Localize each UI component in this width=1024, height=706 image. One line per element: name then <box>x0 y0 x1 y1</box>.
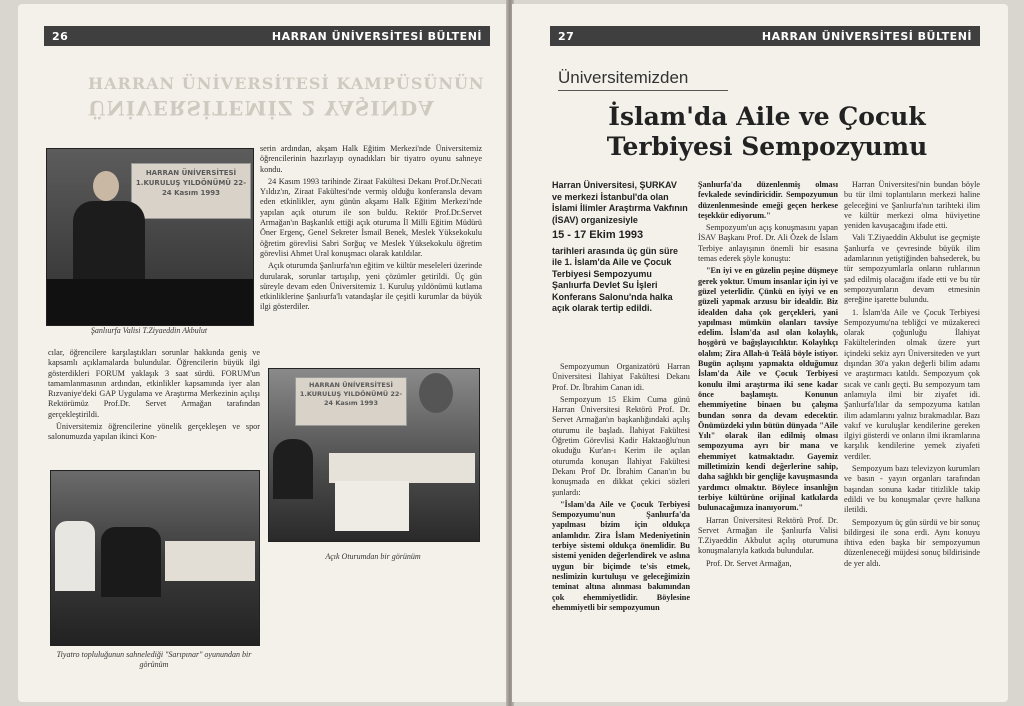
left-header-bar <box>44 26 490 46</box>
lead-text-2: tarihleri arasında üç gün süre ile 1. İslam'da Aile ve Çocuk Terbiyesi Sempozyumu Şanlıurfa Devlet Su İşleri Konferans Salonu'nda halka açık olarak tertip edildi. <box>552 245 679 313</box>
col2-quote: "En iyi ve en güzelin peşine düşmeye gerek yoktur. Umum insanlar için iyi ve güzel yeterlidir. Çünkü en iyiyi ve en güzeli yapmak arzusu bir idealdir. Biz idealden daha çok gerçekleri, yani yapılması mümkün olanları tavsiye edelim. İslam'da asıl olan kolaylık, hoşgörü ve bağışlayıcılıktır. Kolaylıkçı olalım; Zira Allah-ü Teâlâ böyle istiyor. Bugün açılışını yapmakta olduğumuz İslam'da Aile ve Çocuk Terbiyesi konulu ilmi araştırma iki sene kadar önce başlamıştı. Konunun ehemmiyetine binaen bu çalışma bundan sonra da devam edecektir. Önümüzdeki yılın bütün dünyada "Aile Yılı" olarak ilan edilmiş olması sempozyuma ayrı bir mana ve ehemmiyet katmaktadır. Gayemiz milletimizin kendi değerlerine sahip, daha sağlıklı bir gençliğe kavuşmasında yardımcı olmaktır. Böylece insanlığın terbiye kültürüne orijinal katkılarda bulunacağımıza inanıyorum." <box>698 266 838 513</box>
photo-governor <box>46 148 254 326</box>
left-col-para-3: Açık oturumda Şanlıurfa'nın eğitim ve kültür meseleleri üzerinde durularak, sorunlar tartışılıp, yeni çözümler getirildi. Üç gün süreyle devam eden Üniversitemiz 1. Kuruluş yıldönümü kutlama etkinliklerine Şanlıurfa'lı vatandaşlar ile çeşitli kurumlar da büyük ilgi gösterdiler. <box>260 261 482 312</box>
col1-para-1: Sempozyumun Organizatörü Harran Üniversitesi İlahiyat Fakültesi Dekanı Prof. Dr. İbrahim Canan idi. <box>552 362 690 392</box>
wreath <box>419 373 453 413</box>
col3-para-1: Harran Üniversitesi'nin bundan böyle bu tür ilmi toplantıların merkezi haline geleceğini ve Şanlıurfa'nın tarihteki ilim ve kültür merkezi olma hüviyetine yeniden kavuşacağını ifade etti. <box>844 180 980 231</box>
left-col-para-2: 24 Kasım 1993 tarihinde Ziraat Fakültesi Dekanı Prof.Dr.Necati Yıldız'ın, Ziraat Fakültesi'nde vermiş olduğu konferansla devam eden etkinlikler, aynı günün akşamı Halk Eğitim Merkezi'nde yapılan açık oturum ile son buldu. Rektör Prof.Dr.Servet Armağan'ın Başkanlık ettiği açık oturuma İl Milli Eğitim Müdürü Öner Ergenç, Genel Sekreter İsmail Benek, Meslek Yüksekokulu öğretim görevlisi Sabri Sorğuç ve Meslek Yüksekokulu öğretim görevlisi Ahmet Ural konuşmacı olarak katıldılar. <box>260 176 482 258</box>
podium <box>47 279 253 325</box>
left-col0-para-2: Üniversitemiz öğrencilerine yönelik gerçekleşen ve spor salonumuzda yapılan ikinci Kon- <box>48 422 260 442</box>
photo-banner: HARRAN ÜNİVERSİTESİ 1.KURULUŞ YILDÖNÜMÜ 22-24 Kasım 1993 <box>131 163 251 219</box>
ghost-title-1: HARRAN ÜNİVERSİTESİ KAMPÜSÜNÜN <box>88 74 485 93</box>
right-col-3 <box>844 180 980 684</box>
theater-sign <box>165 541 255 581</box>
right-header-bar <box>550 26 980 46</box>
left-col-lower <box>48 348 260 462</box>
panel-person <box>273 439 313 499</box>
col3-para-2: Vali T.Ziyaeddin Akbulut ise geçmişte Şanlıurfa ve çevresinde büyük ilim adamlarının yetiştiğinden bahsederek, bu tür sempozyumlarla onların ruhlarının şad edilmiş olacağını ifade etti ve bu tür sempozyumların devam etmesinin gereğine işarette bulundu. <box>844 233 980 305</box>
section-underline <box>558 90 728 91</box>
col3-para-5: Sempozyum üç gün sürdü ve bir sonuç bildirgesi ile sona erdi. Aynı konuyu ihtiva eden başka bir sempozyumun düzenleneceği müjdesi sonuç bildirisinde de yer aldı. <box>844 517 980 568</box>
actor-white <box>55 521 95 591</box>
right-col-2 <box>698 180 838 684</box>
right-col-1 <box>552 362 690 684</box>
lead-text-1: Harran Üniversitesi, ŞURKAV ve merkezi İstanbul'da olan İslami İlimler Araştırma Vakfının (İSAV) organizesiyle <box>552 180 688 225</box>
section-label: Üniversitemizden <box>558 68 689 87</box>
lead-date: 15 - 17 Ekim 1993 <box>552 229 644 241</box>
right-page <box>512 4 1008 702</box>
panel-table-cloth <box>335 481 409 531</box>
caption-governor: Şanlıurfa Valisi T.Ziyaeddin Akbulut <box>90 326 208 335</box>
ghost-title-2: ÜNİVERSİTEMİZ 2 YAŞINDA <box>88 96 435 120</box>
col1-para-2: Sempozyum 15 Ekim Cuma günü Harran Üniversitesi Rektörü Prof. Dr. Servet Armağan'ın başkanlığındaki açılış oturumu ile başladı. İlahiyat Fakültesi Öğretim Görevlisi Kadir Haktaoğlu'nun okuduğu Kur'an-ı Kerim ile açılan oturumda konuşan İlahiyat Fakültesi Dekanı Prof Dr. İbrahim Canan'ın bu konuşmada en dikkat çekici sözleri şunlardı: <box>552 394 690 497</box>
col2-para-3: Harran Üniversitesi Rektörü Prof. Dr. Servet Armağan ile Şanlıurfa Valisi T.Ziyaeddin Akbulut açılış oturumuna konuşmalarıyla katkıda bulundular. <box>698 515 838 556</box>
left-header-title: HARRAN ÜNİVERSİTESİ BÜLTENİ <box>271 29 482 43</box>
caption-theater: Tiyatro topluluğunun sahnelediği "Sarıpınar" oyunundan bir görünüm <box>56 650 252 669</box>
speaker-head <box>93 171 119 201</box>
photo-theater <box>50 470 260 646</box>
article-title: İslam'da Aile ve Çocuk Terbiyesi Sempozyumu <box>606 102 928 161</box>
col2-para-2: Sempozyum'un açış konuşmasını yapan İSAV Başkanı Prof. Dr. Ali Özek de İslam Terbiye anlayışının önemli bir esasına temas ederek şöyle konuştu: <box>698 223 838 264</box>
left-page <box>18 4 508 702</box>
panel-table <box>329 453 475 483</box>
col1-quote: "İslam'da Aile ve Çocuk Terbiyesi Sempozyumu'nun Şanlıurfa'da yapılması bizim için oldukça anlamlıdır. Zira İslam Medeniyetinin terbiye sistemi oldukça önemlidir. Bu sistemi yeniden değerlendirek ve aslına uygun bir biçimde te'sis etmek, neslimizin kurtuluşu ve geleceğimizin teminat altına alınması bakımından çok ehemmiyetlidir. Böylesine ehemmiyetli bir sempozyumun <box>552 499 690 612</box>
col3-para-4: Sempozyum bazı televizyon kurumları ve basın - yayın organları tarafından başından sonuna kadar titizlikle takip edildi ve bu konuşmalar çevre halkına iletildi. <box>844 464 980 515</box>
col2-para-1: Şanlıurfa'da düzenlenmiş olması fevkalede sevindiricidir. Sempozyumun düzenlenmesinde emeği geçen herkese teşekkür ediyorum." <box>698 180 838 220</box>
article-lead <box>552 180 688 315</box>
left-page-number: 26 <box>52 29 69 43</box>
col3-para-3: 1. İslam'da Aile ve Çocuk Terbiyesi Sempozyumu'na tebliğci ve müzakereci olarak çoğunluğu İlahiyat Fakültelerinden olmak üzere yurt içindeki sekiz ayrı Üniversiteden ve yurt dışından 30'a yakın değerli bilim adamı ve araştırmacı katıldı. Sempozyum çok sıcak ve canlı geçti. Bu sempozyum tam anlamıyla ilmi bir ziyafet idi. Şanlıurfa'lılar da sempozyuma katılan ilim adamlarını yalnız bırakmadılar. Bazı vakıf ve kuruluşlar kendilerine gereken ilgiyi gösterdi ve onların ilmi ikramlarına karşılık kendilerine yemek ziyafeti verdiler. <box>844 307 980 461</box>
right-header-title: HARRAN ÜNİVERSİTESİ BÜLTENİ <box>761 29 972 43</box>
photo-panel <box>268 368 480 542</box>
left-col-upper <box>260 144 482 366</box>
left-col-para-1: serin ardından, akşam Halk Eğitim Merkezi'nde Üniversitemiz öğrencilerinin hazırlayıp oynadıkları bir tiyatro oyunu sahneye kondu. <box>260 144 482 174</box>
col2-para-4: Prof. Dr. Servet Armağan, <box>706 558 792 568</box>
caption-panel: Açık Oturumdan bir görünüm <box>325 552 421 561</box>
left-col0-para-1: cılar, öğrencilere karşılaştıkları sorunlar hakkında geniş ve kapsamlı açıklamalarda bulundular. Öğrencilerin büyük ilgi gösterdikleri FORUM yaklaşık 3 saat sürdü. FORUM'un tamamlanmasının ardından, etkinlikler kapsamında iyer alan Rızvaniye'deki GAP Uygulama ve Araştırma Merkezinin açılışı Rektörümüz Prof.Dr. Servet Armağan tarafından gerçekleştirildi. <box>48 348 260 419</box>
actors-group <box>101 527 161 597</box>
right-page-number: 27 <box>558 29 575 43</box>
photo-banner-2: HARRAN ÜNİVERSİTESİ 1.KURULUŞ YILDÖNÜMÜ 22-24 Kasım 1993 <box>295 377 407 426</box>
